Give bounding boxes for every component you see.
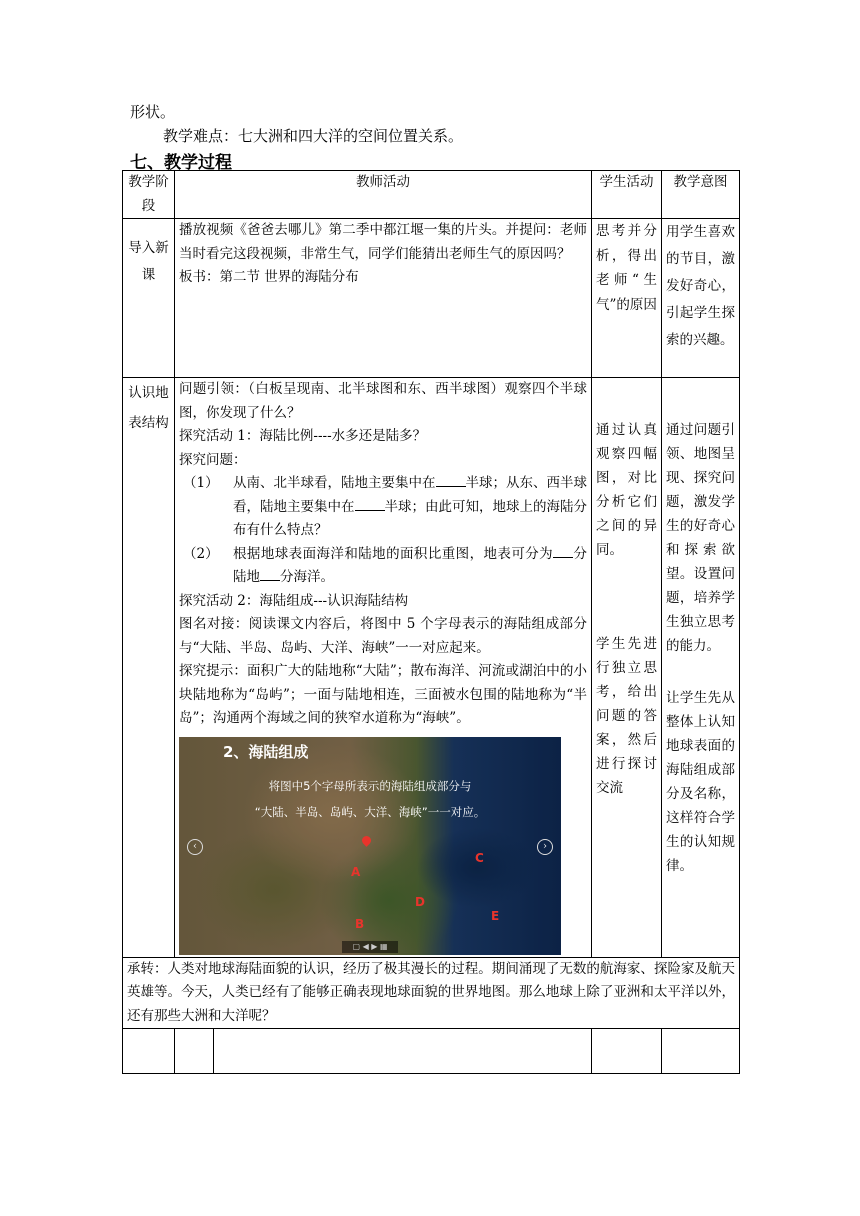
header-stage: 教学阶段 [123, 171, 175, 219]
fill-blank [436, 486, 466, 487]
stage-structure: 认识地表结构 [123, 378, 175, 958]
student-activity-structure [592, 378, 662, 958]
empty-cell [214, 1029, 592, 1074]
header-teacher: 教师活动 [175, 171, 592, 219]
fill-blank [260, 580, 280, 581]
map-title: 2、海陆组成 [223, 742, 309, 761]
activity2-title: 探究活动 2：海陆组成---认识海陆结构 [179, 592, 409, 609]
empty-cell [592, 1029, 662, 1074]
transition-row [123, 957, 740, 1029]
item-text: 根据地球表面海洋和陆地的面积比重图，地表可分为 分陆地 分海洋。 [233, 545, 588, 585]
header-intent: 教学意图 [662, 171, 740, 219]
activity2-match: 图名对接：阅读课文内容后，将图中 5 个字母表示的海陆组成部分与“大陆、半岛、岛屿、大洋、海峡”一一对应起来。 [179, 616, 587, 656]
intro-teacher-text: 播放视频《爸爸去哪儿》第二季中都江堰一集的片头。并提问：老师当时看完这段视频，非常生气，同学们能猜出老师生气的原因吗？ [179, 222, 587, 262]
teaching-process-table [122, 170, 740, 1074]
map-label-e: E [491, 908, 500, 923]
map-label-b: B [355, 916, 365, 931]
empty-cell [123, 1029, 175, 1074]
empty-row [123, 1029, 740, 1074]
student-activity-intro: 思考并分析，得出老师“生气”的原因 [592, 219, 662, 378]
empty-cell [175, 1029, 214, 1074]
fill-blank [553, 557, 573, 558]
transition-text: 承转：人类对地球海陆面貌的认识，经历了极其漫长的过程。期间涌现了无数的航海家、探险家及航天英雄等。今天，人类已经有了能够正确表现地球面貌的世界地图。那么地球上除了亚洲和太平洋以外，还有那些大洲和大洋呢？ [123, 957, 740, 1029]
table-row-intro [123, 219, 740, 378]
student-activity-2: 学生先进行独立思考，给出问题的答案，然后进行探讨交流 [596, 636, 657, 796]
item-number: （2） [183, 545, 219, 562]
prev-arrow-icon[interactable]: ‹ [187, 839, 203, 855]
viewer-toolbar[interactable]: ▢ ◀ ▶ ▦ [342, 941, 398, 953]
intro-board-text: 板书：第二节 世界的海陆分布 [179, 269, 359, 285]
intro-line-1: 形状。 [130, 103, 176, 121]
header-student: 学生活动 [592, 171, 662, 219]
map-image [179, 737, 561, 955]
intro-line-2: 教学难点：七大洲和四大洋的空间位置关系。 [163, 127, 464, 145]
question-item-2 [179, 543, 587, 590]
activity1-question-label: 探究问题： [179, 451, 247, 468]
intent-1: 通过问题引领、地图呈现、探究问题，激发学生的好奇心和探索欲望。设置问题，培养学生独立思考的能力。 [666, 422, 735, 654]
teacher-activity-structure [175, 378, 592, 958]
intent-structure [662, 378, 740, 958]
table-header-row [123, 171, 740, 219]
question-lead: 问题引领：（白板呈现南、北半球图和东、西半球图）观察四个半球图，你发现了什么？ [179, 381, 587, 421]
student-activity-1: 通过认真观察四幅图，对比分析它们之间的异同。 [596, 422, 657, 558]
item-text: 从南、北半球看，陆地主要集中在 半球；从东、西半球看，陆地主要集中在 半球；由此可知，地球上的海陆分布有什么特点？ [233, 475, 587, 538]
map-instruction-2: “大陆、半岛、岛屿、大洋、海峡”一一对应。 [254, 804, 486, 819]
fill-blank [355, 510, 385, 511]
section-title: 七、教学过程 [130, 153, 232, 173]
map-label-d: D [415, 894, 425, 909]
map-label-c: C [475, 850, 484, 865]
map-label-a: A [351, 864, 361, 879]
intent-intro: 用学生喜欢的节目，激发好奇心，引起学生探索的兴趣。 [662, 219, 740, 378]
item-number: （1） [183, 475, 219, 491]
question-item-1 [179, 472, 587, 543]
next-arrow-icon[interactable]: › [537, 839, 553, 855]
teacher-activity-intro [175, 219, 592, 378]
activity1-title: 探究活动 1：海陆比例----水多还是陆多？ [179, 428, 427, 444]
table-row-structure [123, 378, 740, 958]
activity2-hint: 探究提示：面积广大的陆地称“大陆”；散布海洋、河流或湖泊中的小块陆地称为“岛屿”；一面与陆地相连，三面被水包围的陆地称为“半岛”；沟通两个海域之间的狭窄水道称为“海峡”。 [179, 663, 587, 726]
intent-2: 让学生先从整体上认知地球表面的海陆组成部分及名称，这样符合学生的认知规律。 [666, 690, 735, 874]
map-instruction-1: 将图中5个字母所表示的海陆组成部分与 [268, 778, 472, 793]
stage-intro: 导入新课 [123, 219, 175, 378]
empty-cell [662, 1029, 740, 1074]
